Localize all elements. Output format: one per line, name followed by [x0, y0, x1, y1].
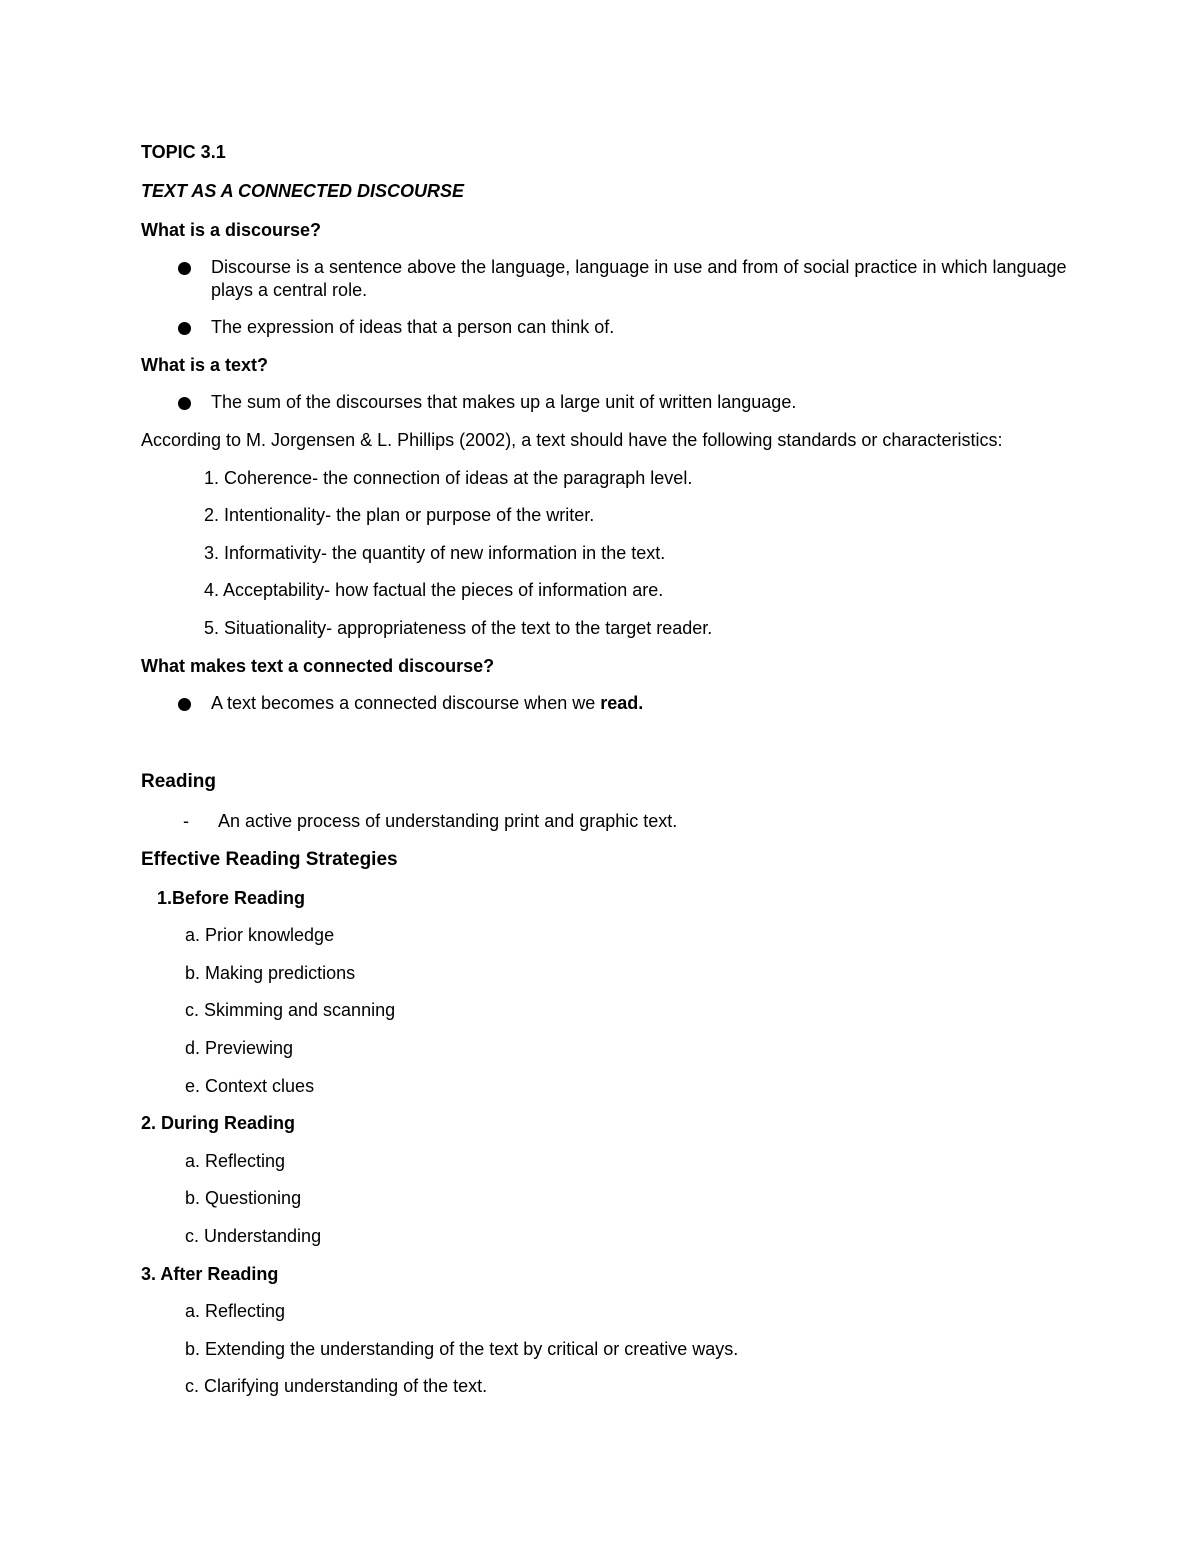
- after-reading-title: 3. After Reading: [141, 1264, 279, 1284]
- dash-marker: -: [183, 811, 189, 831]
- according-paragraph: According to M. Jorgensen & L. Phillips (2002), a text should have the following standards or characteristics:: [141, 430, 1003, 450]
- standard-item: 2. Intentionality- the plan or purpose of the writer.: [204, 505, 595, 525]
- list-item: a. Reflecting: [185, 1151, 286, 1171]
- topic-label: TOPIC 3.1: [141, 142, 226, 162]
- list-item: b. Extending the understanding of the text by critical or creative ways.: [185, 1339, 739, 1359]
- during-reading-title: 2. During Reading: [141, 1113, 296, 1133]
- list-item: d. Previewing: [185, 1038, 294, 1058]
- discourse-bullet-1-line-1: Discourse is a sentence above the language, language in use and from of social practice in which language: [211, 257, 1067, 277]
- list-item: a. Reflecting: [185, 1301, 286, 1321]
- list-item: c. Clarifying understanding of the text.: [185, 1376, 488, 1396]
- list-item: a. Prior knowledge: [185, 925, 335, 945]
- standard-item: 5. Situationality- appropriateness of the text to the target reader.: [204, 618, 713, 638]
- list-item: b. Questioning: [185, 1188, 302, 1208]
- discourse-bullet-2: The expression of ideas that a person can think of.: [211, 317, 615, 337]
- reading-heading: Reading: [141, 771, 216, 792]
- question-connected: What makes text a connected discourse?: [141, 656, 495, 676]
- list-item: c. Understanding: [185, 1226, 322, 1246]
- list-item: e. Context clues: [185, 1076, 315, 1096]
- question-text: What is a text?: [141, 355, 269, 375]
- connected-bullet: [211, 692, 643, 714]
- standard-item: 4. Acceptability- how factual the pieces of information are.: [204, 580, 664, 600]
- bullet-icon: [178, 262, 191, 275]
- bullet-icon: [178, 698, 191, 711]
- bullet-icon: [178, 322, 191, 335]
- before-reading-title: 1.Before Reading: [157, 888, 306, 908]
- standard-item: 1. Coherence- the connection of ideas at the paragraph level.: [204, 468, 693, 488]
- discourse-bullet-1-line-2: plays a central role.: [211, 280, 368, 300]
- question-discourse: What is a discourse?: [141, 220, 322, 240]
- text-bullet-1: The sum of the discourses that makes up a large unit of written language.: [211, 392, 797, 412]
- strategies-heading: Effective Reading Strategies: [141, 849, 398, 870]
- list-item: b. Making predictions: [185, 963, 356, 983]
- bullet-icon: [178, 397, 191, 410]
- standard-item: 3. Informativity- the quantity of new information in the text.: [204, 543, 666, 563]
- connected-bullet-emphasis: read.: [600, 693, 644, 713]
- connected-bullet-text: A text becomes a connected discourse when we: [211, 693, 601, 713]
- reading-definition: An active process of understanding print and graphic text.: [218, 811, 678, 831]
- list-item: c. Skimming and scanning: [185, 1000, 396, 1020]
- page-title: TEXT AS A CONNECTED DISCOURSE: [141, 181, 465, 201]
